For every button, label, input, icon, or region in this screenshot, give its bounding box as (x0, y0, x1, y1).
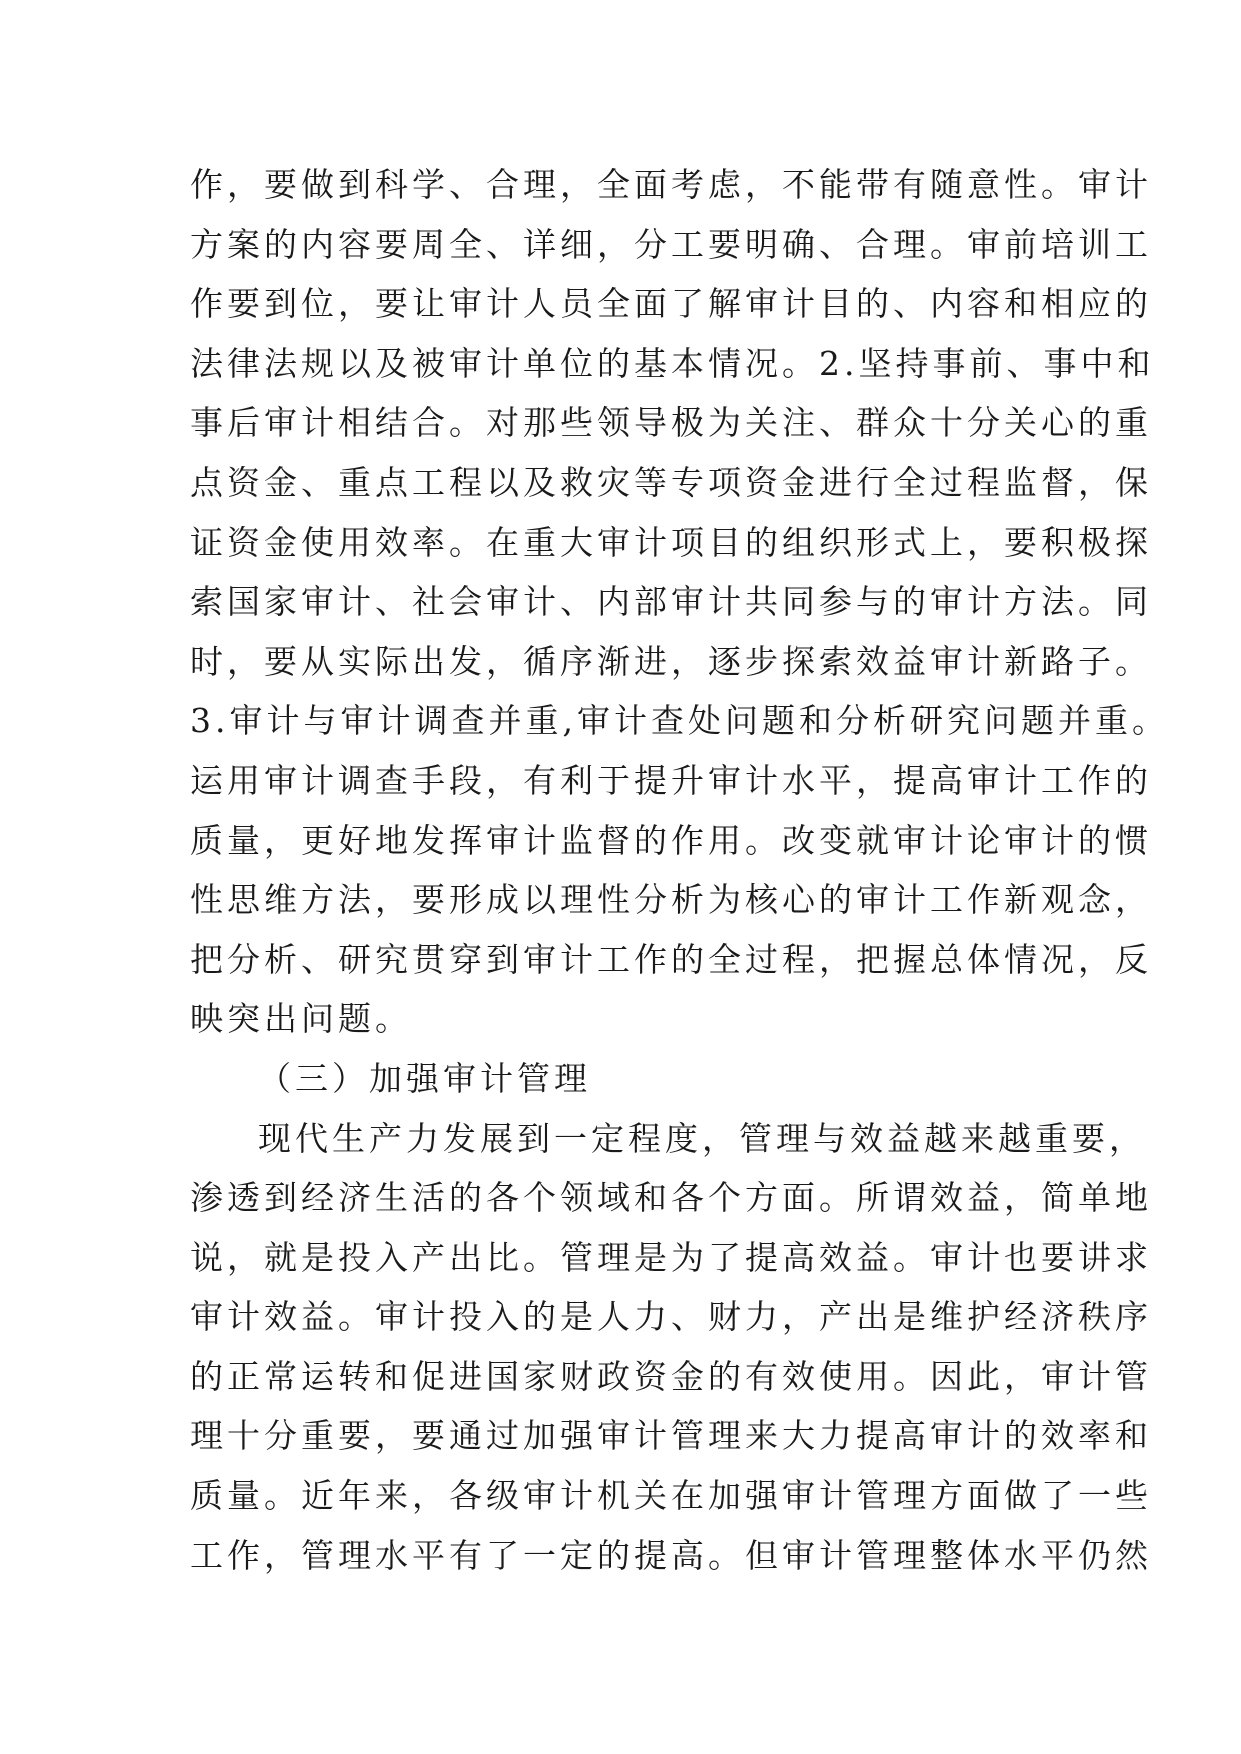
text-line: 方案的内容要周全、详细，分工要明确、合理。审前培训工 (190, 224, 1152, 264)
text-line: 把分析、研究贯穿到审计工作的全过程，把握总体情况，反 (190, 939, 1152, 979)
text-line: 作，要做到科学、合理，全面考虑，不能带有随意性。审计 (190, 165, 1152, 204)
text-line: 事后审计相结合。对那些领导极为关注、群众十分关心的重 (190, 403, 1152, 443)
text-line: 证资金使用效率。在重大审计项目的组织形式上，要积极探 (190, 522, 1152, 562)
text-line: 点资金、重点工程以及救灾等专项资金进行全过程监督，保 (190, 462, 1152, 502)
text-line: 法律法规以及被审计单位的基本情况。2.坚持事前、事中和 (190, 343, 1155, 383)
text-line: 映突出问题。 (190, 999, 412, 1039)
paragraph-line: 说，就是投入产出比。管理是为了提高效益。审计也要讲求 (190, 1237, 1152, 1277)
paragraph-line: 审计效益。审计投入的是人力、财力，产出是维护经济秩序 (190, 1297, 1152, 1337)
text-line: 3.审计与审计调查并重,审计查处问题和分析研究问题并重。 (190, 701, 1169, 741)
paragraph-line: 理十分重要，要通过加强审计管理来大力提高审计的效率和 (190, 1416, 1152, 1456)
text-line: 作要到位，要让审计人员全面了解审计目的、内容和相应的 (190, 284, 1152, 324)
section-heading: （三）加强审计管理 (258, 1058, 591, 1098)
text-line: 索国家审计、社会审计、内部审计共同参与的审计方法。同 (190, 582, 1152, 622)
paragraph-line: 的正常运转和促进国家财政资金的有效使用。因此，审计管 (190, 1356, 1152, 1396)
text-line: 质量，更好地发挥审计监督的作用。改变就审计论审计的惯 (190, 820, 1152, 860)
paragraph-line: 现代生产力发展到一定程度，管理与效益越来越重要， (258, 1118, 1146, 1158)
paragraph-line: 质量。近年来，各级审计机关在加强审计管理方面做了一些 (190, 1476, 1152, 1516)
text-line: 时，要从实际出发，循序渐进，逐步探索效益审计新路子。 (190, 641, 1152, 681)
text-line: 运用审计调查手段，有利于提升审计水平，提高审计工作的 (190, 760, 1152, 800)
paragraph-line: 渗透到经济生活的各个领域和各个方面。所谓效益，简单地 (190, 1178, 1152, 1218)
body-text (190, 155, 1169, 1585)
text-line: 性思维方法，要形成以理性分析为核心的审计工作新观念， (190, 880, 1152, 920)
paragraph-line: 工作，管理水平有了一定的提高。但审计管理整体水平仍然 (190, 1535, 1152, 1575)
